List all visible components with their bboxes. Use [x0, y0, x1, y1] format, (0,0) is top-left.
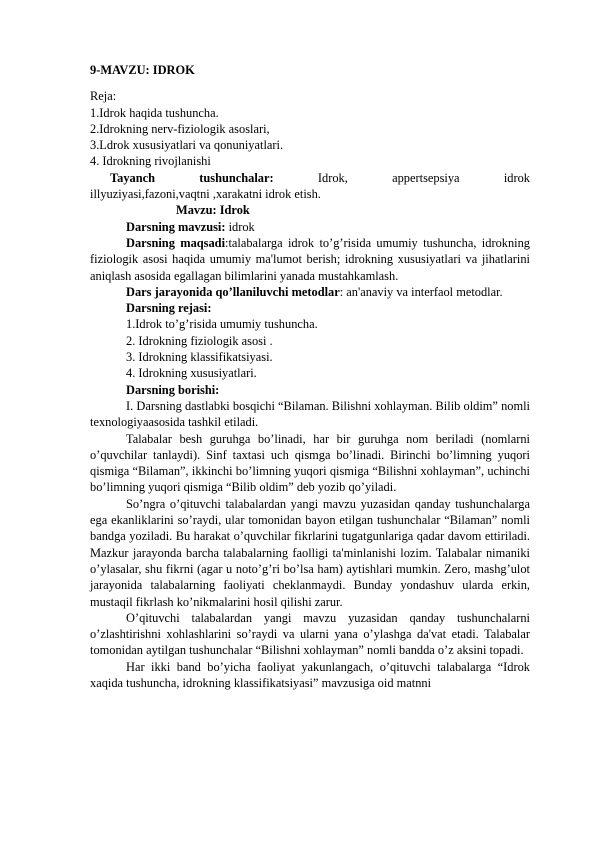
rejasi-heading: Darsning rejasi:	[126, 301, 212, 316]
reja-item-2: 2.Idrokning nerv-fiziologik asoslari,	[90, 121, 270, 136]
darsning-maqsadi	[90, 235, 530, 284]
rejasi-item-1: 1.Idrok to’g’risida umumiy tushuncha.	[126, 317, 318, 332]
borishi-paragraph-3: So’ngra o’qituvchi talabalardan yangi mavzu yuzasidan qanday tushunchalarga ega ekanliklarini so’raydi, ular tomonidan bayon etilgan tushunchalar “Bilaman” nomli bandga yoziladi. Bu harakat o’quvchilar fikrlarini tugatgunlariga qadar davom ettiriladi. Mazkur jarayonda barcha talabalarning faolligi ta'minlanishi lozim. Talabalar nimaniki o’ylasalar, shu fikrni (agar u noto’g’ri bo’lsa ham) aytishlari mumkin. Zero, mashg’ulot jarayonida talabalarning faoliyati cheklanmaydi. Bunday yondashuv ularda erkin, mustaqil fikrlash ko’nikmalarini hosil qilishi zarur.	[90, 496, 530, 609]
borishi-heading: Darsning borishi:	[126, 382, 220, 397]
tayanch-continuation: illyuziyasi,fazoni,vaqtni ,xarakatni idrok etish.	[90, 187, 321, 202]
reja-item-3: 3.Ldrok xususiyatlari va qonuniyatlari.	[90, 138, 284, 153]
document-page	[90, 62, 530, 691]
rejasi-item-4: 4. Idrokning xususiyatlari.	[126, 366, 257, 381]
rejasi-item-2: 2. Idrokning fiziologik asosi .	[126, 333, 273, 348]
darsning-mavzusi	[90, 219, 530, 235]
borishi-paragraph-4: O’qituvchi talabalardan yangi mavzu yuzasidan qanday tushunchalarni o’zlashtirishni xohlashlarini so’raydi va ularni yana o’ylashga da'vat etadi. Talabalar tomonidan aytilgan tushunchalar “Bilishni xohlayman” nomli bandda o’z aksini topadi.	[90, 610, 530, 658]
borishi-paragraph-5: Har ikki band bo’yicha faoliyat yakunlangach, o’qituvchi talabalarga “Idrok xaqida tushuncha, idrokning klassifikatsiyasi” mavzusiga oid matnni	[90, 659, 530, 690]
tayanch-word-2: appertsepsiya	[392, 170, 460, 185]
tayanch-label: Tayanch	[110, 170, 155, 185]
reja-heading: Reja:	[90, 89, 117, 104]
metodlar-label: Dars jarayonida qo’llaniluvchi metodlar	[126, 284, 340, 299]
metodlar-value: : an'anaviy va interfaol metodlar.	[339, 284, 503, 299]
tayanch-word-1: Idrok,	[317, 170, 348, 185]
darsning-mavzusi-label: Darsning mavzusi:	[126, 219, 226, 234]
darsning-mavzusi-value: idrok	[225, 219, 255, 234]
tayanch-word-3: idrok	[503, 170, 530, 185]
darsning-maqsadi-value: :talabalarga idrok to’g’risida umumiy tushuncha, idrokning fiziologik asosi haqida umumiy ma'lumot berish; idrokning xususiyatlari va jihatlarini aniqlash asosida egallagan bilimlarini yanada mustahkamlash.	[90, 235, 530, 283]
document-title: 9-MAVZU: IDROK	[90, 63, 195, 77]
rejasi-item-3: 3. Idrokning klassifikatsiyasi.	[126, 350, 273, 365]
reja-item-4: 4. Idrokning rivojlanishi	[90, 154, 211, 169]
borishi-paragraph-2: Talabalar besh guruhga bo’linadi, har bir guruhga nom beriladi (nomlarni o’quvchilar tanlaydi). Sinf taxtasi uch qismga bo’linadi. Birinchi bo’limning yuqori qismiga “Bilaman”, ikkinchi bo’limning yuqori qismiga “Bilishni xohlayman”, uchinchi bo’limning yuqori qismiga “Bilib oldim” deb yozib qo’yiladi.	[90, 431, 530, 495]
reja-item-1: 1.Idrok haqida tushuncha.	[90, 105, 219, 120]
mavzu-heading: Mavzu: Idrok	[176, 203, 250, 218]
borishi-paragraph-1: I. Darsning dastlabki bosqichi “Bilaman. Bilishni xohlayman. Bilib oldim” nomli texnologiyaasosida tashkil etiladi.	[90, 398, 530, 430]
tayanch-line	[90, 170, 530, 186]
metodlar	[90, 284, 530, 300]
tayanch-label-2: tushunchalar:	[199, 170, 274, 185]
darsning-maqsadi-label: Darsning maqsadi	[126, 235, 226, 250]
